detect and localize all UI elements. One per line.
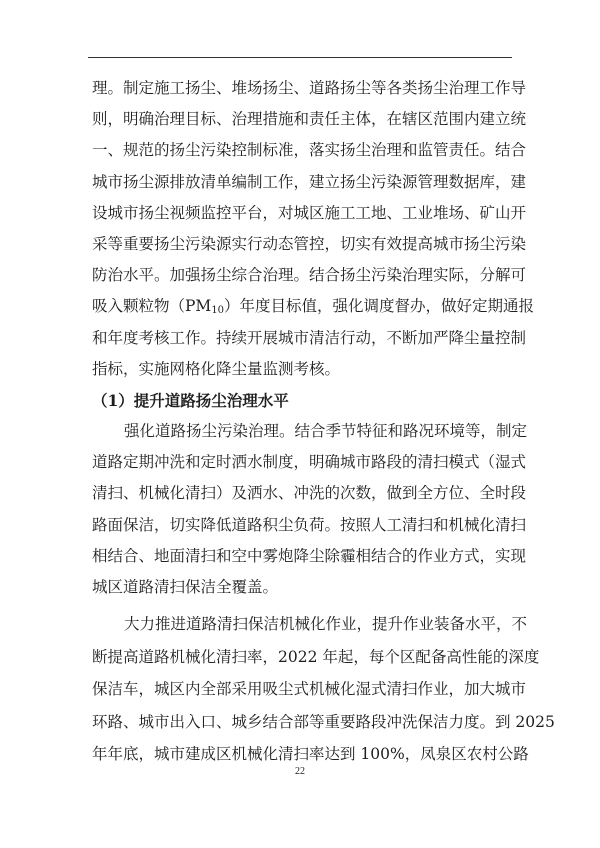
text-line: 指标，实施网格化降尘量监测考核。 [92,359,341,378]
text-line: 和年度考核工作。持续开展城市清洁行动，不断加严降尘量控制 [92,328,527,347]
text-line: 强化道路扬尘污染治理。结合季节特征和路况环境等，制定 [124,422,528,441]
paragraph-1 [92,73,535,385]
text-line: 大力推进道路清扫保洁机械化作业，提升作业装备水平，不 [124,615,528,633]
paragraph-2 [92,416,528,603]
text-line [92,291,535,322]
header-rule [88,57,512,58]
text-line: 采等重要扬尘污染源实行动态管控，切实有效提高城市扬尘污染 [92,234,527,253]
section-heading: （1）提升道路扬尘治理水平 [92,390,289,410]
text-segment: 吸入颗粒物（PM [92,297,212,316]
text-line: 年年底，城市建成区机械化清扫率达到 100%，凤泉区农村公路 [92,745,529,763]
subscript: 10 [211,305,225,317]
text-line: 相结合、地面清扫和空中雾炮降尘除霾相结合的作业方式，实现 [92,546,527,565]
text-line: 城市扬尘源排放清单编制工作，建立扬尘污染源管理数据库，建 [92,172,527,191]
text-line: 防治水平。加强扬尘综合治理。结合扬尘污染治理实际，分解可 [92,266,527,285]
text-line: 设城市扬尘视频监控平台，对城区施工工地、工业堆场、矿山开 [92,203,527,222]
text-line: 理。制定施工扬尘、堆场扬尘、道路扬尘等各类扬尘治理工作导 [92,79,527,97]
text-line: 则，明确治理目标、治理措施和责任主体，在辖区范围内建立统 [92,110,527,129]
text-line: 一、规范的扬尘污染控制标准，落实扬尘治理和监管责任。结合 [92,141,527,160]
text-line: 断提高道路机械化清扫率，2022 年起，每个区配备高性能的深度 [92,647,540,666]
paragraph-3 [92,608,555,771]
body-text [92,73,535,603]
text-line: 路面保洁，切实降低道路积尘负荷。按照人工清扫和机械化清扫 [92,515,527,534]
text-line: 清扫、机械化清扫）及洒水、冲洗的次数，做到全方位、全时段 [92,484,527,503]
text-line: 城区道路清扫保洁全覆盖。 [92,578,279,596]
page-number: 22 [295,766,305,777]
text-line: 保洁车，城区内全部采用吸尘式机械化湿式清扫作业，加大城市 [92,680,527,698]
text-segment: ）年度目标值，强化调度督办，做好定期通报 [224,297,535,316]
text-line: 道路定期冲洗和定时洒水制度，明确城市路段的清扫模式（湿式 [92,453,527,472]
text-line: 环路、城市出入口、城乡结合部等重要路段冲洗保洁力度。到 2025 [92,712,555,731]
